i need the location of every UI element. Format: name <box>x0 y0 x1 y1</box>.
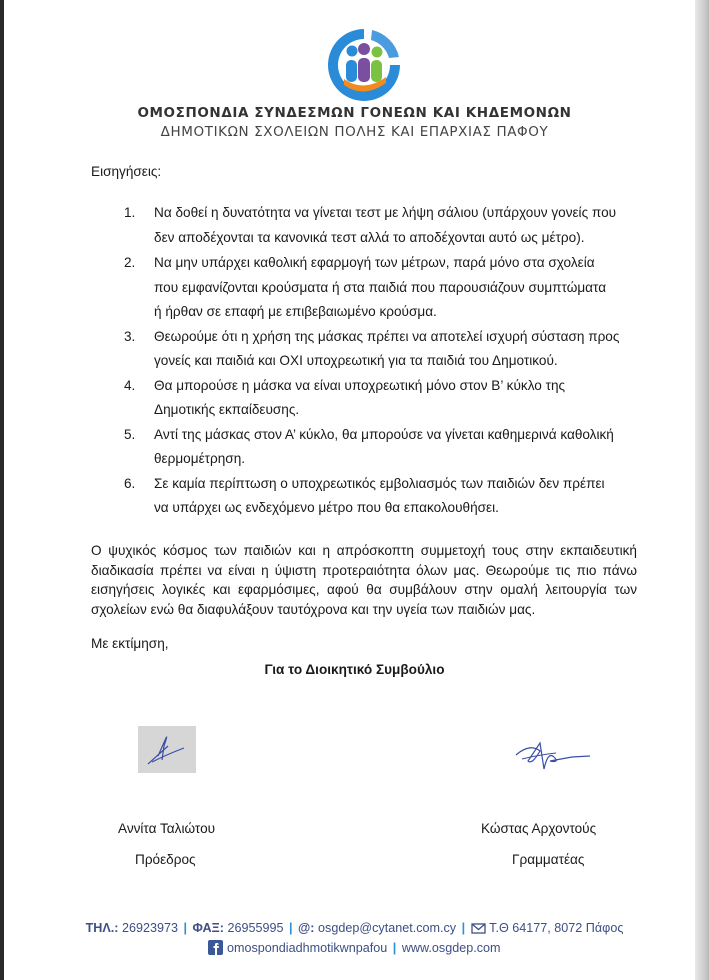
footer-social-line <box>0 940 709 955</box>
list-item-number: 6. <box>124 475 136 491</box>
list-item-number: 2. <box>124 255 136 270</box>
separator: | <box>392 941 397 955</box>
signature-right-image <box>510 735 592 777</box>
recommendations-list <box>124 201 636 521</box>
list-item <box>124 472 636 521</box>
list-item-line: να υπάρχει ως ενδεχόμενο μέτρο που θα επακολουθήσει. <box>154 500 499 515</box>
list-item-line: Να δοθεί η δυνατότητα να γίνεται τεστ με λήψη σάλιου (υπάρχουν γονείς που <box>154 205 617 220</box>
family-logo-icon <box>326 27 402 103</box>
list-item <box>124 374 636 423</box>
list-item <box>124 251 636 325</box>
secretary-role: Γραμματέας <box>512 852 585 867</box>
footer-contact-line <box>0 921 709 935</box>
list-item-number: 3. <box>124 328 136 344</box>
president-name: Αννίτα Ταλιώτου <box>118 821 216 836</box>
list-item-line: Σε καμία περίπτωση ο υποχρεωτικός εμβολιασμός των παιδιών δεν πρέπει <box>154 475 605 491</box>
list-item-number: 1. <box>124 205 136 220</box>
list-item-line: γονείς και παιδιά και ΟΧΙ υποχρεωτική για τα παιδιά του Δημοτικού. <box>154 353 558 368</box>
separator: | <box>461 921 466 935</box>
page-edge-left <box>0 0 4 980</box>
list-item <box>124 325 636 374</box>
po-box: Τ.Θ 64177, 8072 Πάφος <box>489 921 624 935</box>
tel-number: 26923973 <box>121 921 179 935</box>
mail-icon <box>471 922 486 935</box>
email-link[interactable]: osgdep@cytanet.com.cy <box>318 921 457 935</box>
fax-number: 26955995 <box>227 921 284 935</box>
list-item-line: που εμφανίζονται κρούσματα ή στα παιδιά που παρουσιάζουν συμπτώματα <box>154 279 607 295</box>
list-item-line: Αντί της μάσκας στον Α’ κύκλο, θα μπορούσε να γίνεται καθημερινά καθολική <box>154 426 614 442</box>
separator: | <box>183 921 188 935</box>
president-role: Πρόεδρος <box>135 852 196 867</box>
facebook-icon <box>208 940 223 955</box>
secretary-name: Κώστας Αρχοντούς <box>481 821 597 836</box>
org-title: ΟΜΟΣΠΟΝΔΙΑ ΣΥΝΔΕΣΜΩΝ ΓΟΝΕΩΝ ΚΑΙ ΚΗΔΕΜΟΝΩΝ <box>137 105 572 121</box>
separator: | <box>289 921 293 935</box>
website-link[interactable]: www.osgdep.com <box>401 941 501 955</box>
list-item-line: Δημοτικής εκπαίδευσης. <box>154 402 300 417</box>
facebook-page[interactable]: omospondiadhmotikwnpafou <box>226 941 388 955</box>
board-signoff: Για το Διοικητικό Συμβούλιο <box>264 662 445 677</box>
closing-paragraph: Ο ψυχικός κόσμος των παιδιών και η απρόσκοπτη συμμετοχή τους στην εκπαιδευτική διαδικασία πρέπει να είναι η ύψιστη προτεραιότητα όλων μας. Θεωρούμε τις πιο πάνω εισηγήσεις λογικές και εφαρμόσιμες, αφού θα συμβάλουν στην ομαλή λειτουργία των σχολείων ενώ θα διαφυλάξουν ταυτόχρονα και την υγεία των παιδιών μας. <box>91 543 637 617</box>
list-item-line: Θα μπορούσε η μάσκα να είναι υποχρεωτική μόνο στον Β’ κύκλο της <box>154 377 566 393</box>
list-item <box>124 201 636 250</box>
list-item-line: ή ήρθαν σε επαφή με επιβεβαιωμένο κρούσμα. <box>154 304 437 319</box>
intro-heading: Εισηγήσεις: <box>91 164 162 179</box>
org-subtitle: ΔΗΜΟΤΙΚΩΝ ΣΧΟΛΕΙΩΝ ΠΟΛΗΣ ΚΑΙ ΕΠΑΡΧΙΑΣ ΠΑΦΟΥ <box>160 124 549 140</box>
list-item-number: 4. <box>124 377 136 393</box>
list-item-number: 5. <box>124 426 136 442</box>
organization-header <box>0 105 709 140</box>
list-item-line: Θεωρούμε ότι η χρήση της μάσκας πρέπει να αποτελεί ισχυρή σύσταση προς <box>154 328 620 344</box>
signature-left-image <box>138 726 196 773</box>
list-item-line: θερμομέτρηση. <box>154 451 246 466</box>
list-item-line: δεν αποδέχονται τα κανονικά τεστ αλλά το αποδέχονται αυτό ως μέτρο). <box>154 229 585 245</box>
fax-label: ΦΑΞ: <box>192 921 224 935</box>
page-edge-right <box>695 0 709 980</box>
list-item-line: Να μην υπάρχει καθολική εφαρμογή των μέτρων, παρά μόνο στα σχολεία <box>154 255 595 270</box>
email-label: @: <box>298 921 315 935</box>
tel-label: ΤΗΛ.: <box>85 921 119 935</box>
list-item <box>124 423 636 472</box>
regards-text: Με εκτίμηση, <box>91 636 169 651</box>
